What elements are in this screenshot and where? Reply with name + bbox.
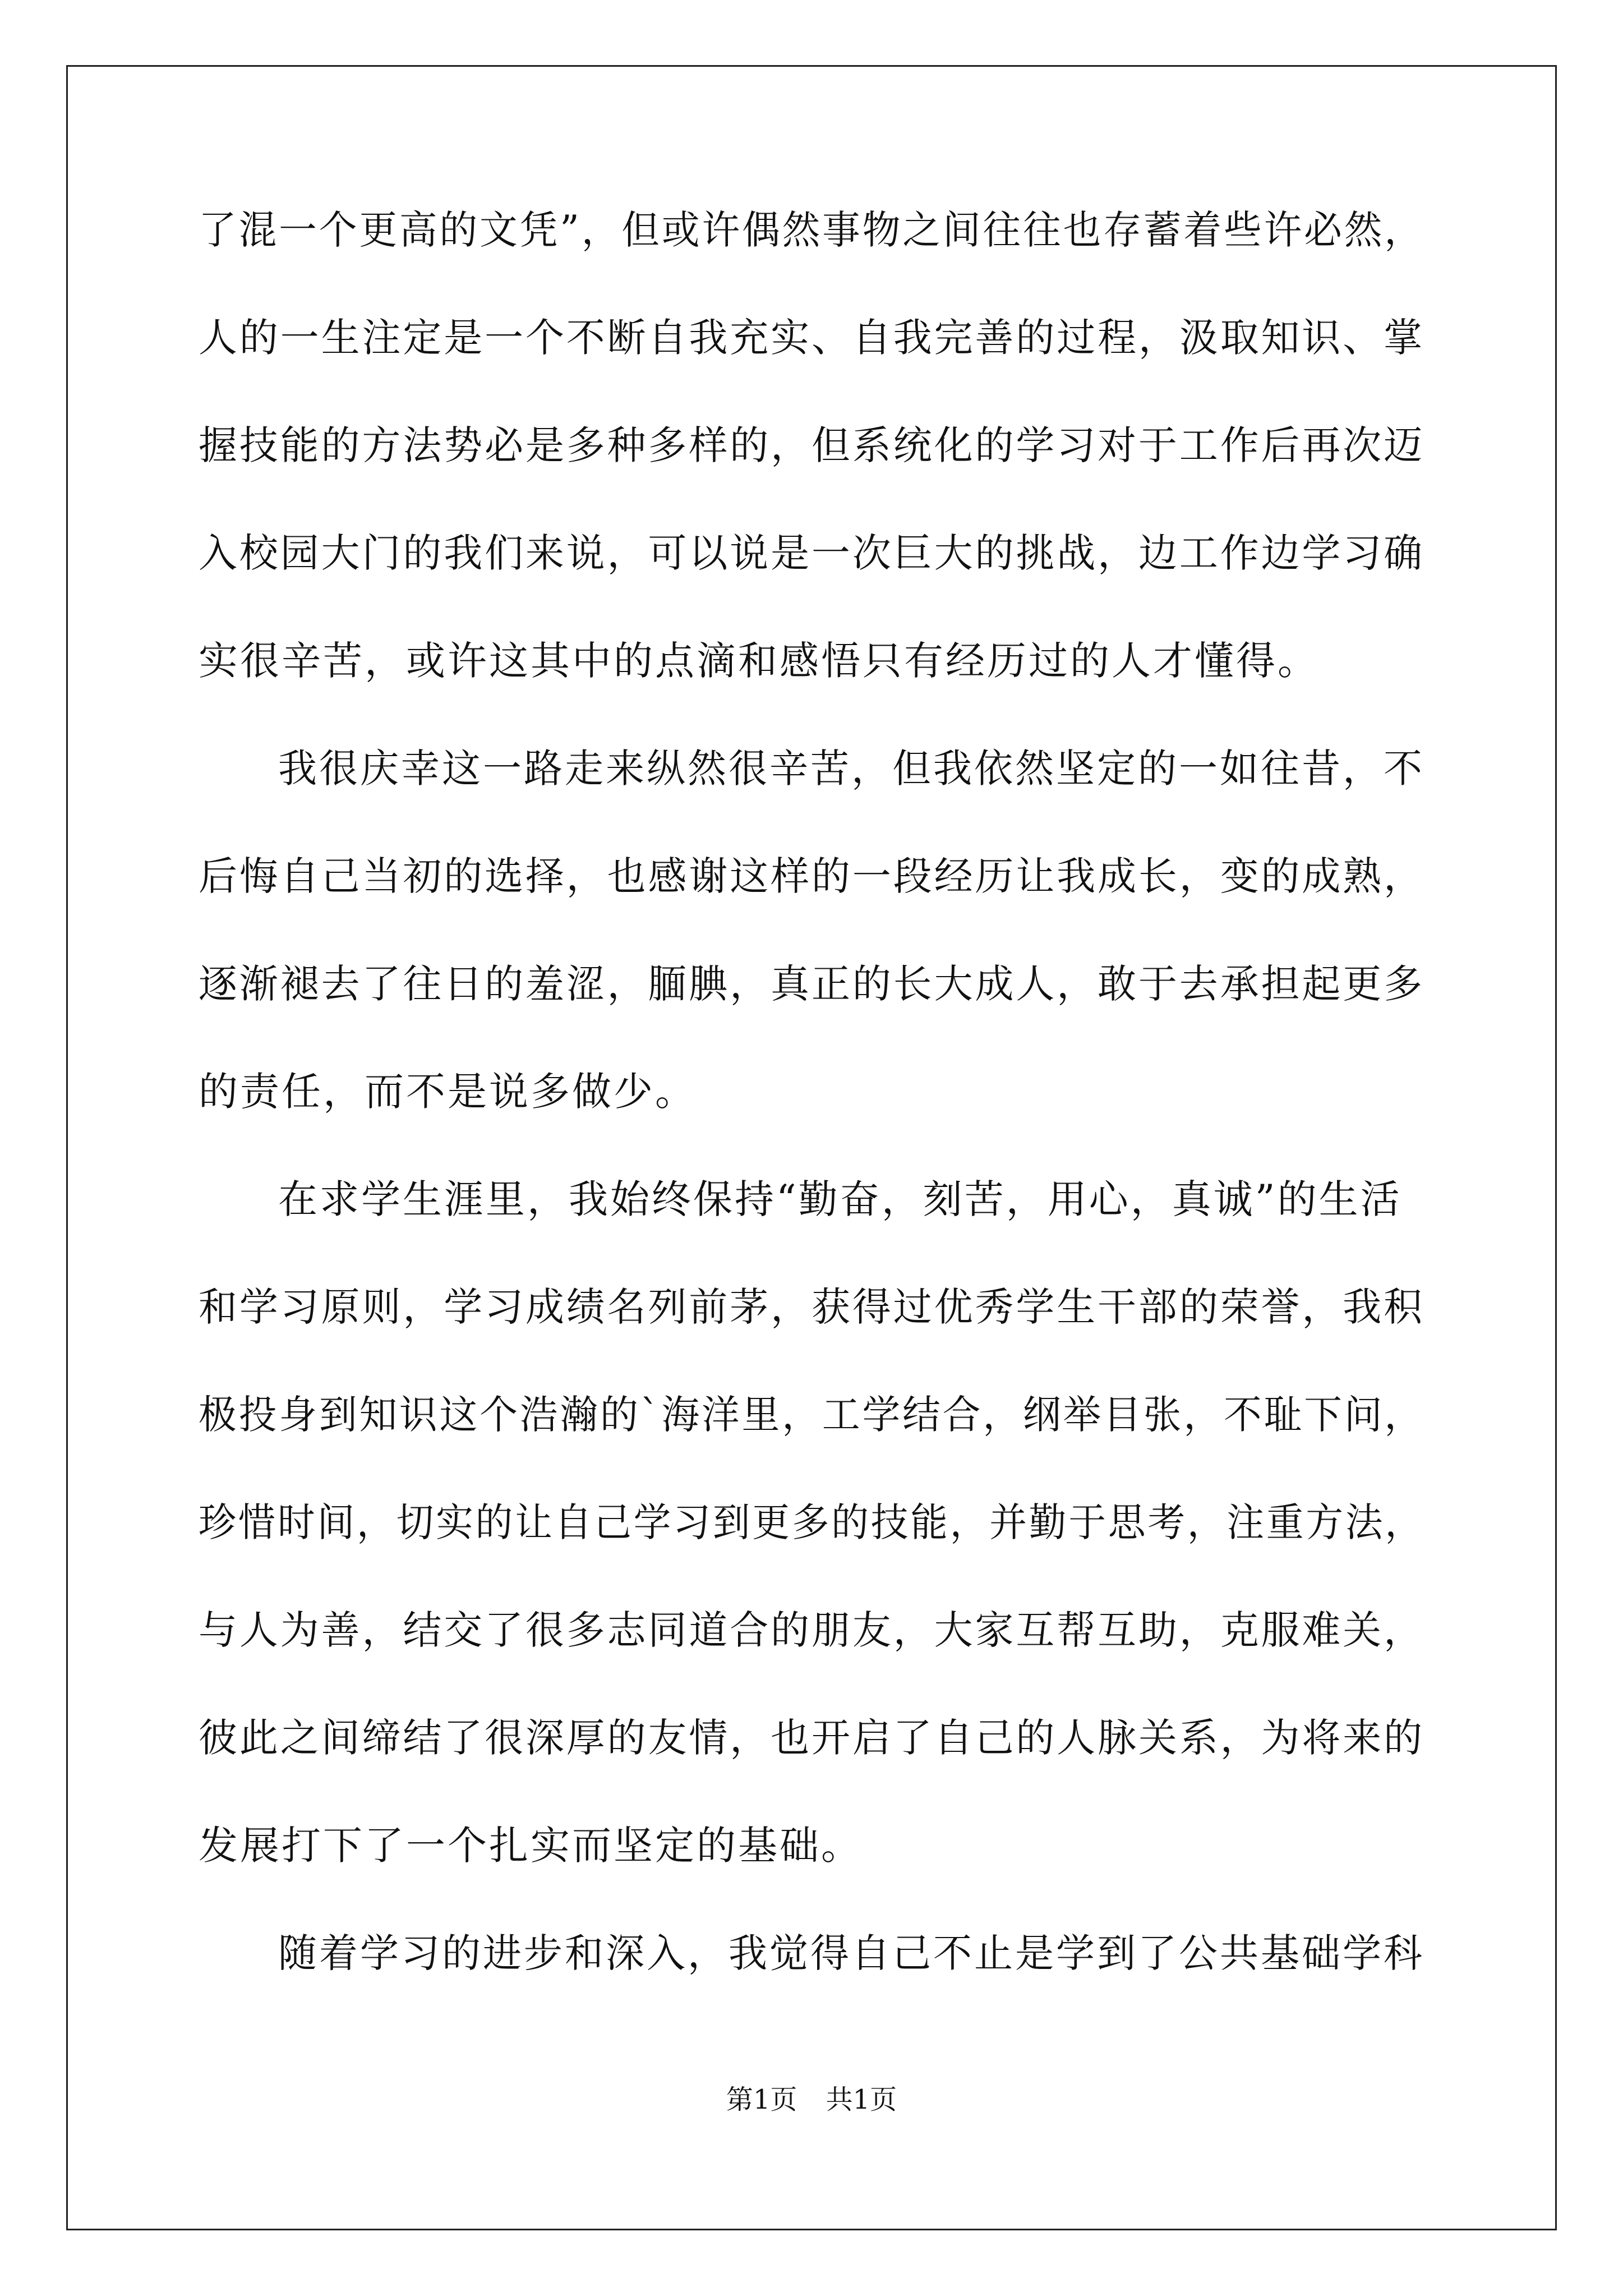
page-border: [66, 65, 1557, 2230]
paragraph-line: 逐渐褪去了往日的羞涩，腼腆，真正的长大成人，敢于去承担起更多: [199, 961, 1425, 1007]
paragraph-line: 与人为善，结交了很多志同道合的朋友，大家互帮互助，克服难关，: [199, 1607, 1425, 1653]
paragraph-line: 后悔自己当初的选择，也感谢这样的一段经历让我成长，变的成熟，: [199, 853, 1425, 899]
paragraph-line: 握技能的方法势必是多种多样的，但系统化的学习对于工作后再次迈: [199, 422, 1425, 468]
paragraph-first-line: 我很庆幸这一路走来纵然很辛苦，但我依然坚定的一如往昔，不: [278, 746, 1425, 792]
paragraph-line: 彼此之间缔结了很深厚的友情，也开启了自己的人脉关系，为将来的: [199, 1715, 1425, 1761]
paragraph-line: 了混一个更高的文凭”，但或许偶然事物之间往往也存蓄着些许必然，: [199, 207, 1424, 253]
paragraph-line: 人的一生注定是一个不断自我充实、自我完善的过程，汲取知识、掌: [199, 315, 1425, 361]
paragraph-first-line: 在求学生涯里，我始终保持“勤奋，刻苦，用心，真诚”的生活: [278, 1176, 1402, 1222]
paragraph-line: 和学习原则，学习成绩名列前茅，获得过优秀学生干部的荣誉，我积: [199, 1284, 1425, 1330]
paragraph-line: 入校园大门的我们来说，可以说是一次巨大的挑战，边工作边学习确: [199, 530, 1425, 576]
paragraph-line: 发展打下了一个扎实而坚定的基础。: [199, 1823, 863, 1869]
paragraph-first-line: 随着学习的进步和深入，我觉得自己不止是学到了公共基础学科: [278, 1930, 1425, 1976]
paragraph-line: 的责任，而不是说多做少。: [199, 1069, 697, 1115]
total-pages: 共1页: [826, 2084, 897, 2115]
page-number: 第1页: [726, 2084, 797, 2115]
paragraph-line: 极投身到知识这个浩瀚的`海洋里，工学结合，纲举目张，不耻下问，: [199, 1392, 1425, 1438]
paragraph-line: 实很辛苦，或许这其中的点滴和感悟只有经历过的人才懂得。: [199, 638, 1319, 684]
page-footer: [0, 2083, 1623, 2116]
paragraph-line: 珍惜时间，切实的让自己学习到更多的技能，并勤于思考，注重方法，: [199, 1499, 1424, 1545]
